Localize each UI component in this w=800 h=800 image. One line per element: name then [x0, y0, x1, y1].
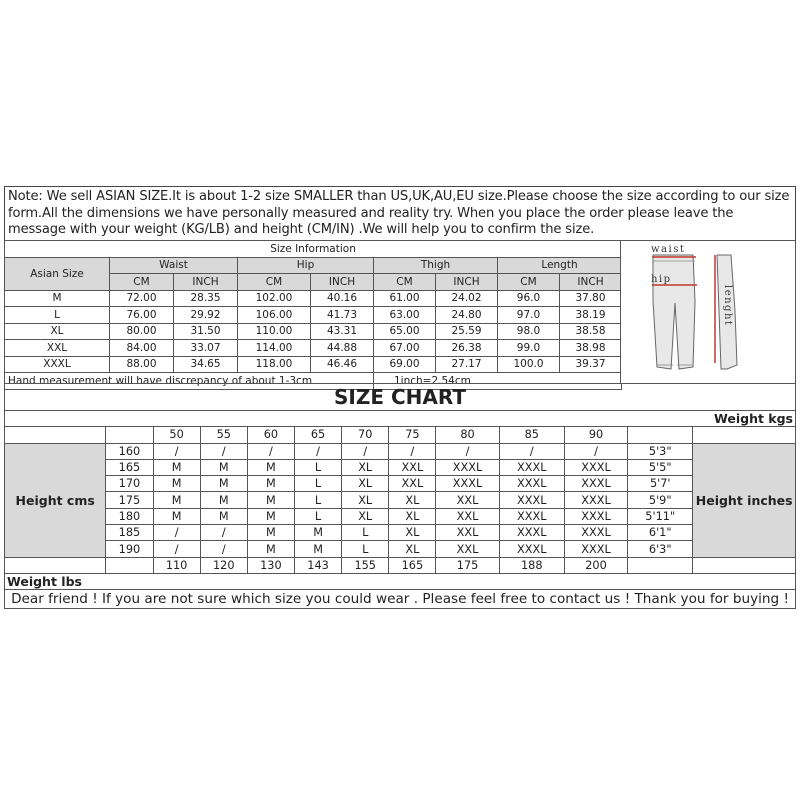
measure-cell: 26.38 — [436, 340, 498, 357]
kg-value: 60 — [247, 427, 294, 443]
measure-cell: 39.37 — [560, 356, 622, 373]
size-label: XL — [5, 323, 110, 340]
size-chart-row — [5, 541, 796, 557]
size-chart-row — [5, 525, 796, 541]
size-cell: XL — [389, 492, 436, 508]
size-guide — [4, 186, 796, 613]
measure-cell: 43.31 — [311, 323, 374, 340]
measure-cell: 69.00 — [374, 356, 436, 373]
lbs-value: 188 — [499, 557, 564, 573]
group-header: Waist — [110, 257, 238, 274]
size-cell: / — [499, 443, 564, 459]
pants-front — [653, 255, 695, 369]
measure-cell: 99.0 — [498, 340, 560, 357]
height-cm-value: 175 — [106, 492, 153, 508]
lbs-value: 143 — [294, 557, 341, 573]
hand-measurement-note: Hand measurement will have discrepancy of about 1-3cm — [5, 373, 374, 390]
size-cell: M — [247, 476, 294, 492]
lbs-value: 165 — [389, 557, 436, 573]
measure-cell: 24.80 — [436, 307, 498, 324]
size-cell: M — [247, 459, 294, 475]
size-cell: XXXL — [564, 508, 627, 524]
measure-cell: 72.00 — [110, 290, 174, 307]
size-cell: L — [342, 525, 389, 541]
size-cell: XXXL — [564, 476, 627, 492]
size-chart-row — [5, 459, 796, 475]
size-cell: / — [153, 443, 200, 459]
size-cell: XXL — [389, 476, 436, 492]
measure-cell: 40.16 — [311, 290, 374, 307]
pants-illustration — [621, 241, 795, 383]
blank-cell — [106, 427, 153, 443]
measure-cell: 37.80 — [560, 290, 622, 307]
note-text: Note: We sell ASIAN SIZE.It is about 1-2 size SMALLER than US,UK,AU,EU size.Please choose the size according to our size form.All the dimensions we have personally measured and reality try. When you place the order please leave the message with your weight (KG/LB) and height (CM/IN) .We will help you to confirm the size. — [4, 186, 796, 241]
size-chart-row — [5, 476, 796, 492]
measure-cell: 100.0 — [498, 356, 560, 373]
size-label: M — [5, 290, 110, 307]
height-inch-value: 5'9" — [628, 492, 693, 508]
measure-cell: 102.00 — [238, 290, 311, 307]
measure-cell: 28.35 — [174, 290, 238, 307]
kg-header-row — [5, 427, 796, 443]
height-inches-label: Height inches — [693, 443, 796, 557]
size-chart-table — [4, 410, 796, 609]
group-header: Hip — [238, 257, 374, 274]
kg-value: 85 — [499, 427, 564, 443]
size-cell: XL — [389, 541, 436, 557]
height-inch-value: 6'1" — [628, 525, 693, 541]
measure-cell: 98.0 — [498, 323, 560, 340]
size-label: L — [5, 307, 110, 324]
weight-lbs-label: Weight lbs — [5, 573, 796, 589]
length-label: lenght — [722, 285, 733, 327]
measure-cell: 38.58 — [560, 323, 622, 340]
unit-header: INCH — [436, 274, 498, 291]
size-info-title: Size Information — [5, 241, 622, 258]
size-cell: XXXL — [564, 541, 627, 557]
size-information-table — [4, 240, 622, 390]
measure-cell: 106.00 — [238, 307, 311, 324]
size-cell: / — [247, 443, 294, 459]
size-info-row — [5, 323, 622, 340]
size-cell: XXXL — [436, 476, 499, 492]
height-inch-value: 5'11" — [628, 508, 693, 524]
unit-header: INCH — [311, 274, 374, 291]
measure-cell: 96.0 — [498, 290, 560, 307]
measure-cell: 25.59 — [436, 323, 498, 340]
weight-kgs-label: Weight kgs — [5, 411, 796, 427]
size-cell: / — [153, 541, 200, 557]
size-info-row — [5, 356, 622, 373]
measure-cell: 76.00 — [110, 307, 174, 324]
group-header: Thigh — [374, 257, 498, 274]
size-cell: XXXL — [564, 459, 627, 475]
size-info-row — [5, 290, 622, 307]
height-cm-value: 190 — [106, 541, 153, 557]
lbs-value: 110 — [153, 557, 200, 573]
lbs-row — [5, 557, 796, 573]
height-cm-value: 165 — [106, 459, 153, 475]
measure-cell: 38.19 — [560, 307, 622, 324]
size-cell: XL — [342, 508, 389, 524]
size-cell: M — [200, 492, 247, 508]
size-cell: / — [294, 443, 341, 459]
size-cell: / — [564, 443, 627, 459]
size-info-row — [5, 307, 622, 324]
unit-header: CM — [498, 274, 560, 291]
blank-cell — [628, 557, 693, 573]
unit-header: CM — [110, 274, 174, 291]
size-cell: XXL — [436, 508, 499, 524]
footer-message: Dear friend ! If you are not sure which size you could wear . Please feel free to contact us ! Thank you for buying ! — [5, 590, 796, 609]
height-cms-label: Height cms — [5, 443, 106, 557]
size-label: XXXL — [5, 356, 110, 373]
height-inch-value: 5'3" — [628, 443, 693, 459]
size-cell: M — [153, 459, 200, 475]
measure-cell: 84.00 — [110, 340, 174, 357]
lbs-value: 130 — [247, 557, 294, 573]
size-cell: / — [436, 443, 499, 459]
unit-header: INCH — [174, 274, 238, 291]
blank-cell — [628, 427, 693, 443]
kg-value: 65 — [294, 427, 341, 443]
lbs-value: 175 — [436, 557, 499, 573]
measure-cell: 63.00 — [374, 307, 436, 324]
measure-cell: 34.65 — [174, 356, 238, 373]
lbs-value: 155 — [342, 557, 389, 573]
size-cell: M — [200, 508, 247, 524]
unit-header: CM — [374, 274, 436, 291]
size-cell: M — [200, 459, 247, 475]
measure-cell: 118.00 — [238, 356, 311, 373]
measure-cell: 97.0 — [498, 307, 560, 324]
size-chart-row — [5, 492, 796, 508]
size-cell: XL — [389, 525, 436, 541]
size-cell: XXXL — [564, 492, 627, 508]
kg-value: 55 — [200, 427, 247, 443]
size-cell: XXXL — [499, 492, 564, 508]
size-cell: XL — [342, 476, 389, 492]
pants-diagram — [620, 240, 796, 384]
size-cell: / — [200, 525, 247, 541]
height-inch-value: 6'3" — [628, 541, 693, 557]
measure-cell: 61.00 — [374, 290, 436, 307]
kg-value: 70 — [342, 427, 389, 443]
size-cell: XXXL — [499, 476, 564, 492]
size-cell: XXXL — [436, 459, 499, 475]
conversion-note: 1inch=2.54cm — [374, 373, 622, 390]
size-cell: M — [247, 508, 294, 524]
size-cell: XXXL — [499, 525, 564, 541]
measure-cell: 24.02 — [436, 290, 498, 307]
measure-cell: 31.50 — [174, 323, 238, 340]
size-chart-title: SIZE CHART — [4, 383, 796, 411]
size-cell: / — [200, 443, 247, 459]
measure-cell: 41.73 — [311, 307, 374, 324]
size-cell: XXXL — [499, 459, 564, 475]
size-cell: XXL — [436, 492, 499, 508]
measure-cell: 80.00 — [110, 323, 174, 340]
asian-size-header: Asian Size — [5, 257, 110, 290]
waist-label: waist — [651, 244, 686, 255]
size-cell: L — [294, 459, 341, 475]
group-header: Length — [498, 257, 622, 274]
measure-cell: 88.00 — [110, 356, 174, 373]
measure-cell: 33.07 — [174, 340, 238, 357]
size-cell: L — [294, 508, 341, 524]
size-chart-row — [5, 508, 796, 524]
blank-cell — [693, 557, 796, 573]
measure-cell: 29.92 — [174, 307, 238, 324]
lbs-value: 200 — [564, 557, 627, 573]
lbs-value: 120 — [200, 557, 247, 573]
measure-cell: 110.00 — [238, 323, 311, 340]
size-cell: M — [247, 541, 294, 557]
size-cell: / — [153, 525, 200, 541]
size-cell: / — [389, 443, 436, 459]
measure-cell: 46.46 — [311, 356, 374, 373]
size-cell: M — [294, 541, 341, 557]
measure-cell: 38.98 — [560, 340, 622, 357]
measure-cell: 114.00 — [238, 340, 311, 357]
size-cell: L — [294, 492, 341, 508]
blank-cell — [106, 557, 153, 573]
size-cell: M — [247, 525, 294, 541]
height-inch-value: 5'7' — [628, 476, 693, 492]
hip-label: hip — [651, 274, 672, 285]
measure-cell: 65.00 — [374, 323, 436, 340]
size-cell: XXL — [389, 459, 436, 475]
size-cell: XL — [342, 492, 389, 508]
size-cell: M — [200, 476, 247, 492]
size-cell: M — [153, 476, 200, 492]
unit-header: CM — [238, 274, 311, 291]
size-cell: M — [247, 492, 294, 508]
size-chart-row — [5, 443, 796, 459]
size-cell: XL — [342, 459, 389, 475]
size-cell: L — [294, 476, 341, 492]
size-cell: XXXL — [499, 541, 564, 557]
size-cell: L — [342, 541, 389, 557]
kg-value: 50 — [153, 427, 200, 443]
measure-cell: 67.00 — [374, 340, 436, 357]
size-cell: XXXL — [499, 508, 564, 524]
size-info-row — [5, 340, 622, 357]
kg-value: 90 — [564, 427, 627, 443]
size-cell: XXL — [436, 541, 499, 557]
height-inch-value: 5'5" — [628, 459, 693, 475]
size-label: XXL — [5, 340, 110, 357]
blank-cell — [5, 557, 106, 573]
kg-value: 80 — [436, 427, 499, 443]
size-cell: M — [153, 492, 200, 508]
size-cell: XXL — [436, 525, 499, 541]
measure-cell: 44.88 — [311, 340, 374, 357]
size-cell: M — [294, 525, 341, 541]
size-cell: XL — [389, 508, 436, 524]
size-cell: XXXL — [564, 525, 627, 541]
kg-value: 75 — [389, 427, 436, 443]
height-cm-value: 185 — [106, 525, 153, 541]
size-cell: / — [342, 443, 389, 459]
measure-cell: 27.17 — [436, 356, 498, 373]
blank-cell — [693, 427, 796, 443]
height-cm-value: 180 — [106, 508, 153, 524]
blank-cell — [5, 427, 106, 443]
size-cell: / — [200, 541, 247, 557]
height-cm-value: 170 — [106, 476, 153, 492]
height-cm-value: 160 — [106, 443, 153, 459]
size-cell: M — [153, 508, 200, 524]
unit-header: INCH — [560, 274, 622, 291]
